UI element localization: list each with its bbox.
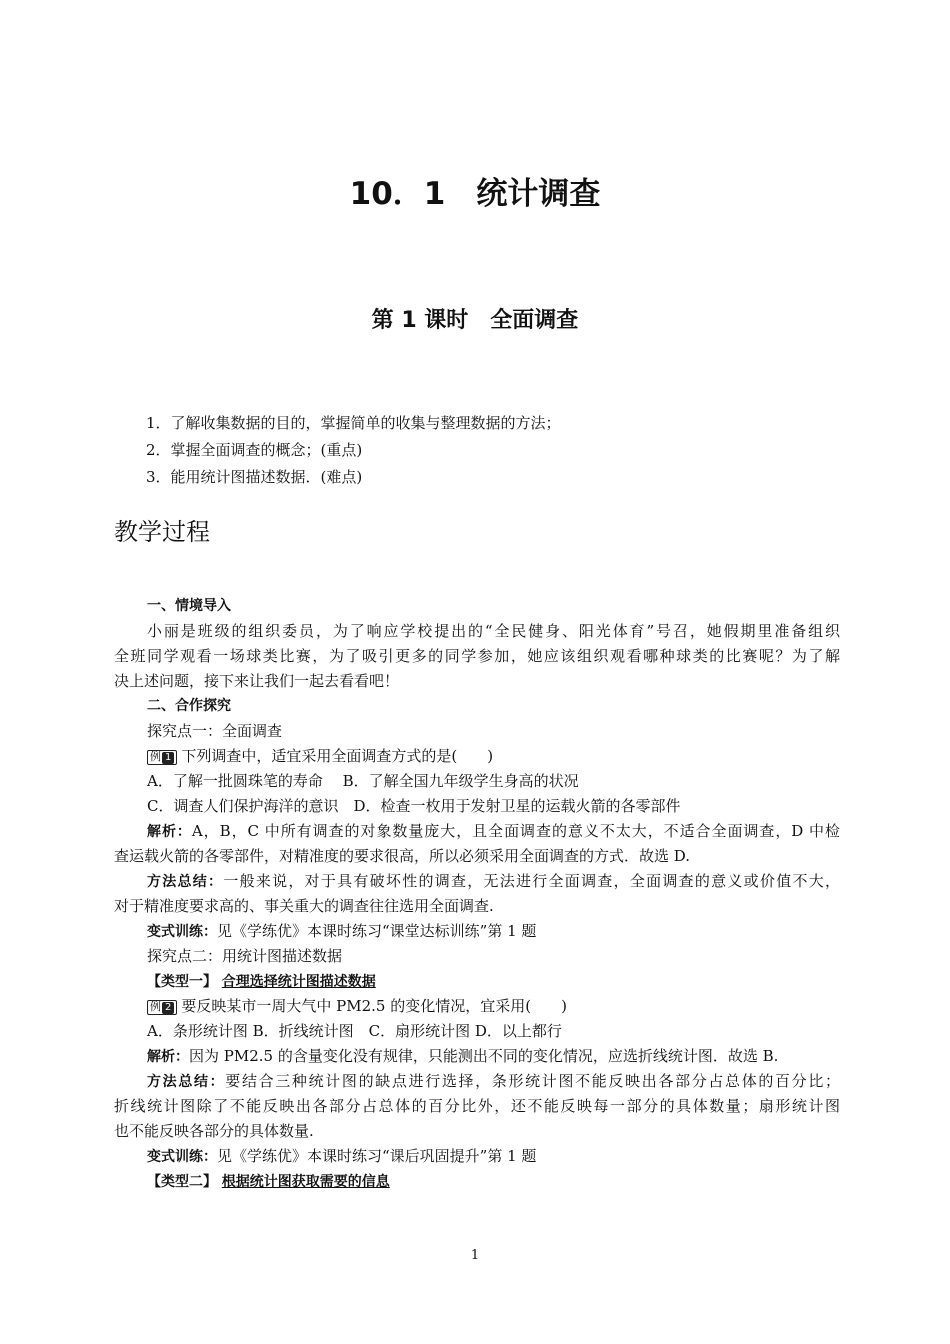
example-2-question <box>114 994 840 1019</box>
example-1-analysis-cont: 查运载火箭的各零部件，对精准度的要求很高，所以必须采用全面调查的方式．故选 D. <box>114 847 691 865</box>
example-2-variant: 变式训练：见《学练优》本课时练习“课后巩固提升”第 1 题 <box>147 1147 537 1165</box>
explore-point-2: 探究点二：用统计图描述数据 <box>147 947 343 965</box>
example-1-method: 方法总结：一般来说，对于具有破坏性的调查，无法进行全面调查，全面调查的意义或价值不大， <box>147 872 840 890</box>
example-1-question <box>114 744 840 769</box>
page-title: 10．1 统计调查 <box>349 176 601 212</box>
analysis-label: 解析： <box>147 824 192 840</box>
example-1-options: C．调查人们保护海洋的意识 D．检查一枚用于发射卫星的运载火箭的各零部件 <box>147 797 681 815</box>
lesson-subtitle: 第 1 课时 全面调查 <box>371 308 579 333</box>
objective-item: 3．能用统计图描述数据．(难点) <box>146 468 363 486</box>
objective-item: 1．了解收集数据的目的，掌握简单的收集与整理数据的方法； <box>146 414 561 432</box>
teaching-process-body <box>114 594 840 1194</box>
example-2-method-cont: 也不能反映各部分的具体数量. <box>114 1122 314 1140</box>
analysis-label: 解析： <box>147 1049 189 1065</box>
type-2-heading <box>114 1169 840 1194</box>
type-title: 合理选择统计图描述数据 <box>221 974 376 990</box>
variant-label: 变式训练： <box>147 1149 217 1165</box>
type-1-heading <box>114 969 840 994</box>
intro-paragraph-line: 小丽是班级的组织委员，为了响应学校提出的“全民健身、阳光体育”号召，她假期里准备组织 <box>147 622 840 640</box>
intro-paragraph-line: 全班同学观看一场球类比赛，为了吸引更多的同学参加，她应该组织观看哪种球类的比赛呢？为了解 <box>114 647 840 665</box>
explore-point-1: 探究点一：全面调查 <box>147 722 283 740</box>
variant-label: 变式训练： <box>147 924 217 940</box>
example-1-variant: 变式训练：见《学练优》本课时练习“课堂达标训练”第 1 题 <box>147 922 537 940</box>
type-label: 【类型二】 <box>147 1174 217 1190</box>
type-label: 【类型一】 <box>147 974 217 990</box>
example-2-method: 方法总结：要结合三种统计图的缺点进行选择，条形统计图不能反映出各部分占总体的百分比； <box>147 1072 840 1090</box>
example-2-options: A．条形统计图 B．折线统计图 C．扇形统计图 D．以上都行 <box>147 1022 562 1040</box>
section-heading: 教学过程 <box>114 518 210 546</box>
question-text: 要反映某市一周大气中 PM2.5 的变化情况，宜采用( ) <box>181 997 567 1015</box>
example-1-options: A．了解一批圆珠笔的寿命 B．了解全国九年级学生身高的状况 <box>147 772 579 790</box>
question-text: 下列调查中，适宜采用全面调查方式的是( ) <box>181 747 494 765</box>
example-number: 1 <box>162 752 174 764</box>
learning-objectives <box>146 410 561 491</box>
method-label: 方法总结： <box>147 1074 226 1090</box>
example-1-analysis: 解析：A，B，C 中所有调查的对象数量庞大，且全面调查的意义不太大，不适合全面调查，D 中检 <box>147 822 841 840</box>
part2-heading: 二、合作探究 <box>147 698 231 714</box>
example-1-method-cont: 对于精准度要求高的、事关重大的调查往往选用全面调查. <box>114 897 494 915</box>
example-badge: 例 1 <box>147 750 177 765</box>
part1-heading: 一、情境导入 <box>147 598 231 614</box>
example-number: 2 <box>162 1002 174 1014</box>
page-number: 1 <box>470 1248 480 1263</box>
intro-paragraph-line: 决上述问题，接下来让我们一起去看看吧！ <box>114 672 400 690</box>
example-2-method-cont: 折线统计图除了不能反映出各部分占总体的百分比外，还不能反映每一部分的具体数量；扇形统计图 <box>114 1097 840 1115</box>
example-badge: 例 2 <box>147 1000 177 1015</box>
type-title: 根据统计图获取需要的信息 <box>221 1174 390 1190</box>
method-label: 方法总结： <box>147 874 224 890</box>
example-2-analysis: 解析：因为 PM2.5 的含量变化没有规律，只能测出不同的变化情况，应选折线统计图．故选 B. <box>147 1047 779 1065</box>
objective-item: 2．掌握全面调查的概念；(重点) <box>146 441 363 459</box>
